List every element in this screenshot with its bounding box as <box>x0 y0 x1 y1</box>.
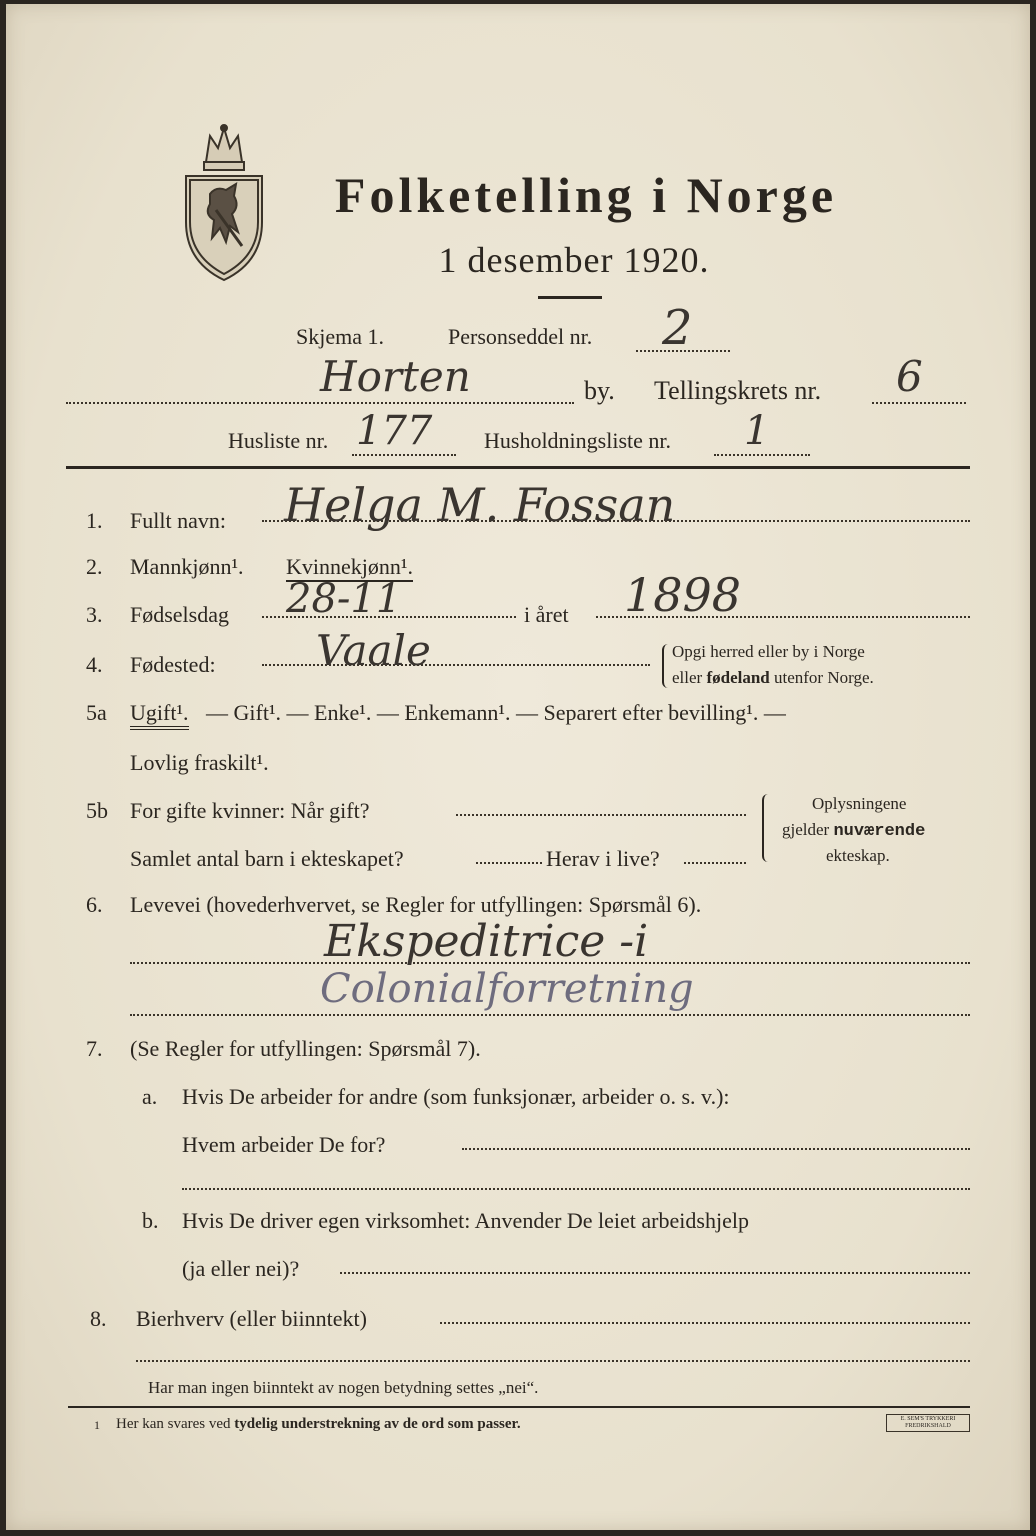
q4-note-line2: eller fødeland utenfor Norge. <box>672 668 874 687</box>
by-label: by. <box>584 376 615 405</box>
header-separator <box>66 466 970 469</box>
q8-label: Bierhverv (eller biinntekt) <box>136 1306 367 1331</box>
q5b-alive-line <box>684 862 746 864</box>
footnote-text: Her kan svares ved tydelig understrekning av de ord som passer. <box>116 1416 521 1432</box>
q5b-note-line2: gjelder nuværende <box>782 820 926 841</box>
form-title: Folketelling i Norge <box>334 167 838 223</box>
q7a-label: Hvem arbeider De for? <box>182 1132 386 1157</box>
q7a-text: Hvis De arbeider for andre (som funksjonær, arbeider o. s. v.): <box>182 1084 730 1109</box>
q6-line-2 <box>130 1014 970 1016</box>
q6-label: Levevei (hovederhvervet, se Regler for utfyllingen: Spørsmål 6). <box>130 892 702 917</box>
q5a-number: 5a <box>86 700 107 725</box>
q4-value[interactable]: Vaale <box>316 626 431 675</box>
footer-note: Har man ingen biinntekt av nogen betydning settes „nei“. <box>148 1378 539 1397</box>
q3-year-value[interactable]: 1898 <box>624 568 742 622</box>
q4-label: Fødested: <box>130 652 216 677</box>
q7b-line <box>340 1272 970 1274</box>
footer-separator <box>68 1406 970 1408</box>
q5b-alive-label: Herav i live? <box>546 846 660 871</box>
q7a-line-1 <box>462 1148 970 1150</box>
q7-number: 7. <box>86 1036 103 1061</box>
q8-line-2 <box>136 1360 970 1362</box>
husholdning-line <box>714 454 810 456</box>
q8-line-1 <box>440 1322 970 1324</box>
q5a-option-ugift[interactable]: Ugift¹. <box>130 700 189 730</box>
q6-value-2[interactable]: Colonialforretning <box>320 966 694 1012</box>
title-divider <box>538 296 602 299</box>
q3-year-label: i året <box>524 602 569 627</box>
census-form-page <box>6 4 1030 1530</box>
q2-option-male[interactable]: Mannkjønn¹. <box>130 554 244 579</box>
tellingskrets-value[interactable]: 6 <box>896 352 923 401</box>
skjema-label: Skjema 1. <box>296 324 384 349</box>
q5a-option-fraskilt[interactable]: Lovlig fraskilt¹. <box>130 750 269 775</box>
husliste-line <box>352 454 456 456</box>
q7b-label: (ja eller nei)? <box>182 1256 300 1281</box>
q6-value-1[interactable]: Ekspeditrice -i <box>324 916 649 967</box>
husholdning-value[interactable]: 1 <box>744 408 770 454</box>
q1-number: 1. <box>86 508 103 533</box>
q7b-text: Hvis De driver egen virksomhet: Anvender De leiet arbeidshjelp <box>182 1208 749 1233</box>
q8-number: 8. <box>90 1306 107 1331</box>
q2-option-female[interactable]: Kvinnekjønn¹. <box>286 554 413 582</box>
q7b-letter: b. <box>142 1208 159 1233</box>
husholdning-label: Husholdningsliste nr. <box>484 428 672 453</box>
q7a-letter: a. <box>142 1084 158 1109</box>
q2-number: 2. <box>86 554 103 579</box>
q3-label: Fødselsdag <box>130 602 229 627</box>
by-line <box>66 402 574 404</box>
q5b-married-label: For gifte kvinner: Når gift? <box>130 798 370 823</box>
q3-value[interactable]: 28-11 <box>286 576 402 622</box>
personseddel-label: Personseddel nr. <box>448 324 593 349</box>
footnote-number: 1 <box>94 1418 100 1432</box>
q7-label: (Se Regler for utfyllingen: Spørsmål 7). <box>130 1036 481 1061</box>
personseddel-value[interactable]: 2 <box>662 300 693 356</box>
husliste-value[interactable]: 177 <box>356 408 433 454</box>
q1-value[interactable]: Helga M. Fossan <box>284 478 676 532</box>
q5b-note-brace <box>762 794 770 862</box>
by-value[interactable]: Horten <box>320 352 471 401</box>
q6-number: 6. <box>86 892 103 917</box>
q3-number: 3. <box>86 602 103 627</box>
q5b-children-line <box>476 862 542 864</box>
census-date: 1 desember 1920. <box>438 240 710 280</box>
husliste-label: Husliste nr. <box>228 428 329 453</box>
printer-stamp: E. SEM'S TRYKKERI FREDRIKSHALD <box>886 1414 970 1432</box>
tellingskrets-label: Tellingskrets nr. <box>654 376 822 405</box>
q5b-number: 5b <box>86 798 108 823</box>
q4-number: 4. <box>86 652 103 677</box>
q5b-married-line <box>456 814 746 816</box>
q1-label: Fullt navn: <box>130 508 226 533</box>
q4-note-line1: Opgi herred eller by i Norge <box>672 642 865 661</box>
q5b-note-line1: Oplysningene <box>812 794 907 813</box>
q4-note-brace <box>662 644 670 688</box>
tellingskrets-line <box>872 402 966 404</box>
q5a-other-options[interactable]: — Gift¹. — Enke¹. — Enkemann¹. — Separert efter bevilling¹. — <box>206 700 786 725</box>
q5b-note-line3: ekteskap. <box>826 846 890 865</box>
q5b-children-label: Samlet antal barn i ekteskapet? <box>130 846 404 871</box>
q7a-line-2 <box>182 1188 970 1190</box>
